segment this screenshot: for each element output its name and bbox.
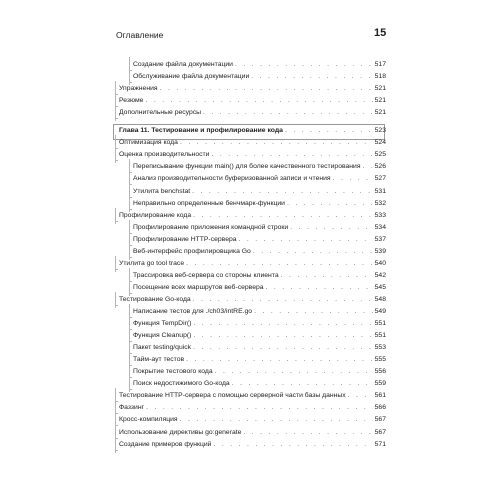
toc-entry[interactable] [113, 246, 386, 258]
toc-entry[interactable] [113, 59, 386, 71]
dot-leader [180, 414, 373, 426]
toc-entry-page: 545 [374, 283, 386, 291]
toc-entry-title: Оптимизация кода [119, 139, 178, 147]
toc-entry[interactable] [113, 210, 386, 222]
toc-entry-title: Трассировка веб-сервера со стороны клиента [133, 271, 279, 279]
toc-entry-page: 540 [374, 259, 386, 267]
toc-entry-page: 524 [374, 139, 386, 147]
toc-entry-title: Написание тестов для ./ch03/intRE.go [133, 308, 253, 315]
dot-leader [281, 270, 373, 282]
toc-entry-title: Кросс-компиляция [119, 416, 178, 424]
toc-entry-page: 542 [374, 271, 386, 279]
toc-entry-page: 551 [374, 320, 386, 328]
toc-entry[interactable] [113, 354, 386, 366]
toc-row [133, 282, 386, 294]
toc-entry-page: 521 [374, 97, 386, 105]
toc-entry-title: Веб-интерфейс профилировщика Go [133, 247, 251, 255]
running-title: Оглавление [116, 30, 164, 40]
toc-entry-title: Анализ производительности буферизованной записи и чтения [133, 175, 331, 183]
toc-row [133, 186, 386, 198]
dot-leader [193, 318, 372, 330]
dot-leader [285, 125, 373, 137]
toc-entry-title: Тайм-аут тестов [133, 356, 185, 364]
dot-leader [186, 258, 373, 270]
toc-entry[interactable] [113, 149, 386, 161]
toc-row [133, 222, 386, 234]
toc-row [133, 306, 386, 318]
toc-entry-page: 521 [374, 85, 386, 93]
page-number: 15 [374, 27, 387, 39]
toc-row [119, 439, 386, 451]
toc-entry[interactable] [113, 342, 386, 354]
toc-entry-title: Дополнительные ресурсы [119, 109, 202, 117]
toc-entry-title: Упражнения [119, 85, 158, 93]
toc-entry-page: 561 [374, 392, 386, 400]
toc-row [133, 198, 386, 210]
toc-entry-title: Функция Cleanup() [133, 332, 192, 340]
toc-entry-title: Тестирование HTTP-сервера с помощью серверной части базы данных [119, 392, 346, 400]
toc-row [119, 414, 386, 426]
toc-row [119, 258, 386, 270]
toc-entry-title: Переписывание функции main() для более качественного тестирования [133, 163, 361, 171]
dot-leader [192, 186, 372, 198]
toc-entry-page: 553 [374, 344, 386, 352]
dot-leader [193, 342, 373, 354]
dot-leader [239, 234, 373, 246]
toc-entry-page: 567 [374, 416, 386, 424]
toc-entry-page: 539 [374, 247, 386, 255]
toc-entry-title: Тестирование Go-кода [119, 295, 191, 303]
dot-leader [215, 366, 373, 378]
toc-entry-title: Неправильно определенные бенчмарк-функции [133, 199, 285, 207]
toc-entry[interactable] [113, 258, 386, 270]
toc-row [133, 330, 386, 342]
dot-leader [243, 427, 372, 439]
toc-entry-page: 525 [374, 151, 386, 159]
toc-entry-title: Утилита go tool trace [119, 259, 185, 267]
dot-leader [211, 149, 372, 161]
dot-leader [160, 83, 373, 95]
toc-row [119, 83, 386, 95]
toc-entry-title: Создание примеров функций [119, 440, 212, 448]
toc-row [133, 246, 386, 258]
toc-entry-title: Утилита benchstat [133, 187, 191, 195]
toc-entry-page: 523 [374, 127, 386, 135]
dot-leader [203, 107, 373, 119]
toc-entry[interactable] [113, 107, 386, 119]
toc-entry-page: 551 [374, 332, 386, 340]
toc-row [119, 210, 386, 222]
dot-leader [287, 198, 373, 210]
toc-entry-page: 526 [374, 163, 386, 171]
toc-entry[interactable] [113, 330, 386, 342]
toc-row [133, 342, 386, 354]
dot-leader [193, 294, 373, 306]
toc-row [133, 59, 386, 71]
toc-row [133, 173, 386, 185]
dot-leader [232, 378, 373, 390]
toc-entry-page: 567 [374, 428, 386, 436]
toc-entry[interactable] [113, 222, 386, 234]
dot-leader [180, 137, 373, 149]
toc-row [119, 137, 386, 149]
toc-entry[interactable] [113, 173, 386, 185]
dot-leader [186, 354, 373, 366]
toc-entry-title: Оценка производительности [119, 151, 210, 159]
toc-entry-title: Фаззинг [119, 404, 145, 412]
toc-entry[interactable] [113, 402, 386, 414]
toc-entry[interactable] [113, 390, 386, 402]
dot-leader [193, 210, 373, 222]
table-of-contents [113, 0, 386, 500]
toc-entry-title: Использование директивы go:generate [119, 428, 242, 436]
toc-row [119, 95, 386, 107]
toc-entry-title: Глава 11. Тестирование и профилирование кода [119, 127, 283, 135]
toc-entry[interactable] [113, 270, 386, 282]
toc-row [119, 294, 386, 306]
toc-entry[interactable] [113, 439, 386, 451]
toc-entry[interactable] [113, 414, 386, 426]
toc-entry-page: 531 [374, 187, 386, 195]
toc-chapter-entry[interactable] [113, 125, 386, 137]
toc-row [133, 270, 386, 282]
toc-entry-page: 556 [374, 368, 386, 376]
toc-entry[interactable] [113, 161, 386, 173]
dot-leader [290, 222, 372, 234]
toc-entry-title: Покрытие тестового кода [133, 368, 213, 376]
toc-entry-page: 533 [374, 211, 386, 219]
toc-entry-title: Профилирование приложения командной строки [133, 223, 289, 231]
toc-row [133, 378, 386, 390]
dot-leader [193, 330, 372, 342]
toc-entry-title: Пакет testing/quick [133, 344, 192, 352]
toc-row [119, 390, 386, 402]
dot-leader [251, 71, 372, 83]
toc-row [119, 402, 386, 414]
dot-leader [333, 173, 373, 185]
toc-row [119, 107, 386, 119]
toc-entry[interactable] [113, 378, 386, 390]
toc-entry[interactable] [113, 186, 386, 198]
toc-row [133, 71, 386, 83]
dot-leader [348, 390, 373, 402]
toc-entry-title: Профилирование HTTP-сервера [133, 235, 237, 243]
toc-entry-title: Создание файла документации [133, 61, 233, 68]
toc-entry[interactable] [113, 71, 386, 83]
toc-entry[interactable] [113, 427, 386, 439]
toc-entry-page: 517 [374, 61, 386, 68]
toc-entry[interactable] [113, 198, 386, 210]
toc-entry-page: 548 [374, 295, 386, 303]
toc-row [133, 234, 386, 246]
toc-row [133, 366, 386, 378]
toc-entry[interactable] [113, 306, 386, 318]
dot-leader [213, 439, 372, 451]
dot-leader [253, 246, 373, 258]
toc-row [133, 161, 386, 173]
toc-entry-page: 534 [374, 223, 386, 231]
toc-row [119, 149, 386, 161]
toc-entry-title: Профилирование кода [119, 211, 192, 219]
toc-row [133, 318, 386, 330]
dot-leader [235, 59, 373, 71]
toc-entry-page: 549 [374, 308, 386, 315]
dot-leader [266, 282, 373, 294]
toc-row [119, 125, 386, 137]
toc-entry-page: 521 [374, 109, 386, 117]
toc-entry-page: 537 [374, 235, 386, 243]
toc-entry[interactable] [113, 137, 386, 149]
toc-tree-branch [115, 118, 118, 119]
toc-entry-title: Поиск недостижимого Go-кода [133, 380, 230, 388]
toc-entry[interactable] [113, 294, 386, 306]
toc-entry[interactable] [113, 95, 386, 107]
dot-leader [145, 95, 372, 107]
toc-entry-page: 559 [374, 380, 386, 388]
dot-leader [254, 306, 373, 318]
toc-entry[interactable] [113, 234, 386, 246]
toc-entry-title: Посещение всех маршрутов веб-сервера [133, 283, 264, 291]
toc-entry-page: 527 [374, 175, 386, 183]
toc-entry-title: Резюме [119, 97, 144, 105]
toc-row [119, 427, 386, 439]
toc-entry-page: 518 [374, 73, 386, 81]
toc-entry-page: 566 [374, 404, 386, 412]
toc-entry-title: Функция TempDir() [133, 320, 192, 328]
toc-entry-page: 555 [374, 356, 386, 364]
dot-leader [363, 161, 373, 173]
toc-entry[interactable] [113, 83, 386, 95]
toc-entry-page: 571 [374, 440, 386, 448]
toc-entry-page: 532 [374, 199, 386, 207]
toc-row [133, 354, 386, 366]
dot-leader [146, 402, 373, 414]
toc-tree-branch [115, 450, 118, 451]
toc-entry-title: Обслуживание файла документации [133, 73, 250, 81]
toc-entry[interactable] [113, 318, 386, 330]
toc-entry[interactable] [113, 366, 386, 378]
toc-entry[interactable] [113, 282, 386, 294]
